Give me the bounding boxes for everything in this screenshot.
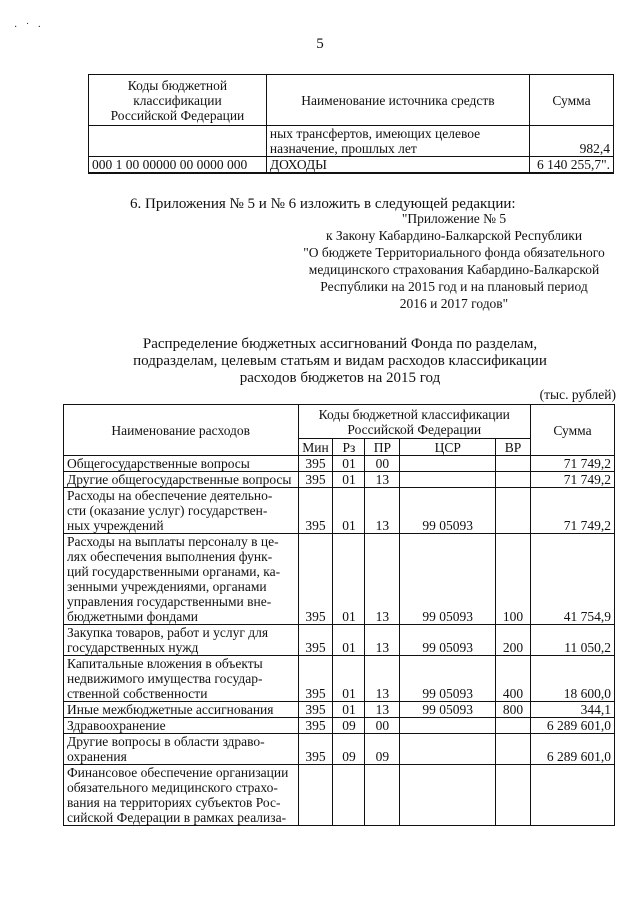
item-6-text: 6. Приложения № 5 и № 6 изложить в следующей редакции: [130, 196, 516, 212]
cell-name: Иные межбюджетные ассигнования [64, 702, 299, 718]
table-row [89, 157, 614, 174]
cell-rz: 01 [333, 488, 365, 534]
cell-name: Расходы на выплаты персоналу в це- лях обеспечения выполнения функ- ций государственными органами, ка- зенными учреждениями, органами управления государственными вне- бюджетными фондами [64, 534, 299, 625]
cell-rz: 01 [333, 702, 365, 718]
appendix-header [288, 210, 620, 312]
cell-name: Закупка товаров, работ и услуг для государственных нужд [64, 625, 299, 656]
cell-name: ДОХОДЫ [266, 157, 529, 174]
cell-rz: 01 [333, 472, 365, 488]
cell-min: 395 [298, 702, 333, 718]
top-header-source: Наименование источника средств [266, 75, 529, 126]
cell-code [89, 126, 267, 157]
cell-name: Финансовое обеспечение организации обязательного медицинского страхо- вания на территориях субъектов Рос- сийской Федерации в рамках реализа- [64, 765, 299, 826]
cell-sum: 982,4 [530, 126, 614, 157]
table-row [64, 534, 615, 625]
top-header-codes: Коды бюджетной классификации Российской Федерации [89, 75, 267, 126]
cell-rz: 09 [333, 734, 365, 765]
cell-pr: 13 [365, 625, 400, 656]
header-pr: ПР [365, 439, 400, 456]
allocation-rows [64, 456, 615, 826]
cell-pr: 13 [365, 472, 400, 488]
cell-vr [496, 765, 531, 826]
table-row [89, 126, 614, 157]
cell-vr: 400 [496, 656, 531, 702]
cell-name: Общегосударственные вопросы [64, 456, 299, 472]
cell-sum: 41 754,9 [531, 534, 615, 625]
cell-pr: 09 [365, 734, 400, 765]
cell-name: Расходы на обеспечение деятельно- сти (оказание услуг) государствен- ных учреждений [64, 488, 299, 534]
table-row [64, 718, 615, 734]
cell-code: 000 1 00 00000 00 0000 000 [89, 157, 267, 174]
cell-vr: 100 [496, 534, 531, 625]
cell-csr [400, 456, 496, 472]
header-csr: ЦСР [400, 439, 496, 456]
cell-rz: 01 [333, 456, 365, 472]
cell-rz: 01 [333, 656, 365, 702]
header-name: Наименование расходов [64, 405, 299, 456]
cell-name: Капитальные вложения в объекты недвижимого имущества государ- ственной собственности [64, 656, 299, 702]
cell-vr [496, 472, 531, 488]
cell-pr: 13 [365, 656, 400, 702]
cell-min: 395 [298, 734, 333, 765]
cell-rz: 01 [333, 534, 365, 625]
table-row [64, 702, 615, 718]
header-codes: Коды бюджетной классификации Российской Федерации [298, 405, 531, 439]
cell-sum: 6 140 255,7". [530, 157, 614, 174]
cell-vr [496, 456, 531, 472]
table-row [64, 488, 615, 534]
cell-csr: 99 05093 [400, 488, 496, 534]
cell-sum: 6 289 601,0 [531, 718, 615, 734]
table-row [64, 456, 615, 472]
cell-csr [400, 472, 496, 488]
cell-sum [531, 765, 615, 826]
appendix-line: 2016 и 2017 годов" [399, 296, 509, 311]
cell-min [298, 765, 333, 826]
cell-csr: 99 05093 [400, 534, 496, 625]
cell-min: 395 [298, 534, 333, 625]
appendix-line: Республики на 2015 год и на плановый период [320, 279, 588, 294]
cell-csr: 99 05093 [400, 625, 496, 656]
cell-rz: 09 [333, 718, 365, 734]
cell-sum: 344,1 [531, 702, 615, 718]
cell-csr [400, 718, 496, 734]
appendix-line: к Закону Кабардино-Балкарской Республики [325, 228, 583, 243]
cell-pr [365, 765, 400, 826]
cell-csr [400, 765, 496, 826]
table-row [64, 472, 615, 488]
cell-min: 395 [298, 625, 333, 656]
cell-sum: 71 749,2 [531, 456, 615, 472]
cell-rz [333, 765, 365, 826]
cell-csr: 99 05093 [400, 702, 496, 718]
cell-pr: 00 [365, 456, 400, 472]
appendix-line: "О бюджете Территориального фонда обязательного [303, 245, 605, 260]
cell-pr: 13 [365, 488, 400, 534]
cell-min: 395 [298, 656, 333, 702]
table-row [64, 765, 615, 826]
header-min: Мин [298, 439, 333, 456]
cell-sum: 71 749,2 [531, 488, 615, 534]
cell-rz: 01 [333, 625, 365, 656]
top-table [88, 74, 614, 174]
document-title: Распределение бюджетных ассигнований Фонда по разделам, подразделам, целевым статьям и видам расходов классификации расходов бюджетов на 2015 год [133, 336, 547, 386]
cell-vr [496, 718, 531, 734]
table-row [64, 734, 615, 765]
cell-vr [496, 734, 531, 765]
cell-vr: 800 [496, 702, 531, 718]
cell-sum: 6 289 601,0 [531, 734, 615, 765]
appendix-line: "Приложение № 5 [401, 211, 507, 226]
table-row [64, 656, 615, 702]
cell-csr [400, 734, 496, 765]
cell-name: Другие вопросы в области здраво- охранения [64, 734, 299, 765]
allocation-table [63, 404, 615, 826]
cell-sum: 18 600,0 [531, 656, 615, 702]
header-rz: Рз [333, 439, 365, 456]
cell-vr [496, 488, 531, 534]
cell-min: 395 [298, 472, 333, 488]
scan-specks: · ˙ · [14, 22, 44, 33]
cell-name: Здравоохранение [64, 718, 299, 734]
cell-pr: 00 [365, 718, 400, 734]
cell-csr: 99 05093 [400, 656, 496, 702]
cell-min: 395 [298, 456, 333, 472]
cell-name: ных трансфертов, имеющих целевое назначение, прошлых лет [266, 126, 529, 157]
cell-pr: 13 [365, 702, 400, 718]
header-vr: ВР [496, 439, 531, 456]
cell-min: 395 [298, 718, 333, 734]
cell-min: 395 [298, 488, 333, 534]
units-label: (тыс. рублей) [539, 387, 616, 402]
cell-sum: 11 050,2 [531, 625, 615, 656]
cell-sum: 71 749,2 [531, 472, 615, 488]
cell-vr: 200 [496, 625, 531, 656]
table-row [64, 625, 615, 656]
cell-name: Другие общегосударственные вопросы [64, 472, 299, 488]
appendix-line: медицинского страхования Кабардино-Балкарской [308, 262, 600, 277]
header-sum: Сумма [531, 405, 615, 456]
page-number: 5 [316, 36, 324, 52]
cell-pr: 13 [365, 534, 400, 625]
top-header-sum: Сумма [530, 75, 614, 126]
